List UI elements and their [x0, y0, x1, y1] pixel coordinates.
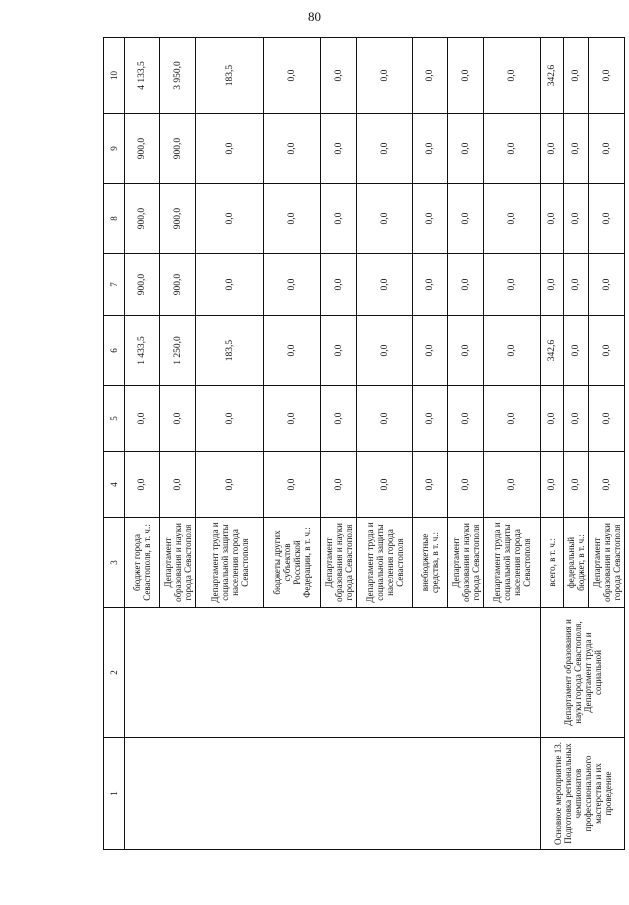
value-cell: 1 250,0: [160, 316, 196, 386]
value-cell: 0,0: [125, 386, 160, 452]
value-cell: 0,0: [541, 114, 564, 184]
value-cell: 0,0: [196, 386, 264, 452]
value-cell: 0,0: [357, 184, 413, 254]
value-cell: 0,0: [448, 452, 484, 518]
value-cell: 0,0: [413, 254, 448, 316]
value-cell: 0,0: [448, 38, 484, 114]
value-cell: 0,0: [321, 452, 357, 518]
header-cell-10: 10: [104, 38, 125, 114]
value-cell: 0,0: [589, 452, 625, 518]
header-cell-1: 1: [104, 738, 125, 850]
rotated-table-frame: [103, 38, 622, 850]
value-cell: 0,0: [589, 316, 625, 386]
value-cell: 900,0: [160, 114, 196, 184]
table-row: [125, 38, 160, 850]
value-cell: 0,0: [413, 38, 448, 114]
value-cell: 342,6: [541, 316, 564, 386]
value-cell: 3 950,0: [160, 38, 196, 114]
value-cell: 0,0: [448, 316, 484, 386]
value-cell: 0,0: [321, 254, 357, 316]
value-cell: 0,0: [484, 38, 541, 114]
empty-cell: [125, 608, 541, 738]
value-cell: 0,0: [564, 452, 589, 518]
value-cell: 0,0: [589, 386, 625, 452]
value-cell: 0,0: [196, 184, 264, 254]
value-cell: 0,0: [564, 184, 589, 254]
value-cell: 0,0: [321, 38, 357, 114]
executor-cell: Департамент образования и науки города Севастополя, Департамент труда и социальной: [541, 608, 625, 738]
value-cell: 0,0: [264, 114, 321, 184]
budget-table: [103, 37, 625, 850]
value-cell: 4 133,5: [125, 38, 160, 114]
value-cell: 0,0: [413, 316, 448, 386]
value-cell: 0,0: [564, 254, 589, 316]
value-cell: 0,0: [321, 316, 357, 386]
source-cell: Департамент труда и социальной защиты населения города Севастополя: [357, 518, 413, 608]
value-cell: 900,0: [125, 254, 160, 316]
value-cell: 0,0: [160, 386, 196, 452]
value-cell: 0,0: [196, 254, 264, 316]
value-cell: 0,0: [564, 114, 589, 184]
header-cell-3: 3: [104, 518, 125, 608]
source-cell: внебюджетные средства, в т. ч.:: [413, 518, 448, 608]
value-cell: 0,0: [589, 254, 625, 316]
source-cell: Департамент образования и науки города Севастополя: [321, 518, 357, 608]
value-cell: 0,0: [541, 452, 564, 518]
value-cell: 0,0: [357, 114, 413, 184]
value-cell: 0,0: [541, 386, 564, 452]
value-cell: 0,0: [321, 386, 357, 452]
value-cell: 0,0: [357, 38, 413, 114]
value-cell: 0,0: [413, 184, 448, 254]
value-cell: 0,0: [448, 254, 484, 316]
value-cell: 0,0: [357, 254, 413, 316]
value-cell: 0,0: [541, 254, 564, 316]
value-cell: 0,0: [448, 386, 484, 452]
value-cell: 0,0: [484, 254, 541, 316]
value-cell: 0,0: [264, 184, 321, 254]
event-label-cell: Основное мероприятие 13. Подготовка региональных чемпионатов профессионального мастерства и их проведение: [541, 738, 625, 850]
source-cell: Департамент труда и социальной защиты населения города Севастополя: [196, 518, 264, 608]
source-cell: Департамент образования и науки города Севастополя: [589, 518, 625, 608]
page-number: 80: [308, 9, 321, 24]
value-cell: 0,0: [160, 452, 196, 518]
value-cell: 0,0: [589, 114, 625, 184]
value-cell: 900,0: [125, 114, 160, 184]
value-cell: 0,0: [413, 386, 448, 452]
value-cell: 183,5: [196, 316, 264, 386]
value-cell: 0,0: [484, 114, 541, 184]
value-cell: 900,0: [160, 254, 196, 316]
rotated-table-container: [103, 38, 622, 850]
value-cell: 0,0: [264, 452, 321, 518]
value-cell: 900,0: [160, 184, 196, 254]
header-cell-5: 5: [104, 386, 125, 452]
value-cell: 900,0: [125, 184, 160, 254]
table-row: [541, 38, 564, 850]
header-cell-8: 8: [104, 184, 125, 254]
source-cell: Департамент образования и науки города Севастополя: [160, 518, 196, 608]
value-cell: 0,0: [264, 386, 321, 452]
value-cell: 0,0: [357, 386, 413, 452]
header-cell-9: 9: [104, 114, 125, 184]
header-cell-4: 4: [104, 452, 125, 518]
value-cell: 1 433,5: [125, 316, 160, 386]
header-row: [104, 38, 125, 850]
value-cell: 0,0: [357, 316, 413, 386]
value-cell: 0,0: [413, 452, 448, 518]
value-cell: 0,0: [589, 184, 625, 254]
value-cell: 0,0: [264, 316, 321, 386]
source-cell: федеральный бюджет, в т. ч.:: [564, 518, 589, 608]
source-cell: Департамент образования и науки города Севастополя: [448, 518, 484, 608]
value-cell: 0,0: [264, 38, 321, 114]
value-cell: 0,0: [484, 184, 541, 254]
source-cell: бюджеты других субъектов Российской Федерации, в т. ч.:: [264, 518, 321, 608]
value-cell: 0,0: [321, 184, 357, 254]
header-cell-6: 6: [104, 316, 125, 386]
value-cell: 0,0: [564, 386, 589, 452]
header-cell-2: 2: [104, 608, 125, 738]
value-cell: 0,0: [264, 254, 321, 316]
value-cell: 0,0: [564, 38, 589, 114]
value-cell: 0,0: [196, 452, 264, 518]
value-cell: 0,0: [564, 316, 589, 386]
empty-cell: [125, 738, 541, 850]
value-cell: 0,0: [484, 316, 541, 386]
value-cell: 0,0: [321, 114, 357, 184]
header-cell-7: 7: [104, 254, 125, 316]
value-cell: 0,0: [125, 452, 160, 518]
value-cell: 0,0: [448, 184, 484, 254]
source-cell: Департамент труда и социальной защиты населения города Севастополя: [484, 518, 541, 608]
value-cell: 0,0: [357, 452, 413, 518]
value-cell: 183,5: [196, 38, 264, 114]
value-cell: 0,0: [413, 114, 448, 184]
value-cell: 342,6: [541, 38, 564, 114]
value-cell: 0,0: [448, 114, 484, 184]
value-cell: 0,0: [589, 38, 625, 114]
source-cell: бюджет города Севастополя, в т. ч.:: [125, 518, 160, 608]
value-cell: 0,0: [196, 114, 264, 184]
source-cell: всего, в т. ч.:: [541, 518, 564, 608]
value-cell: 0,0: [541, 184, 564, 254]
value-cell: 0,0: [484, 386, 541, 452]
value-cell: 0,0: [484, 452, 541, 518]
